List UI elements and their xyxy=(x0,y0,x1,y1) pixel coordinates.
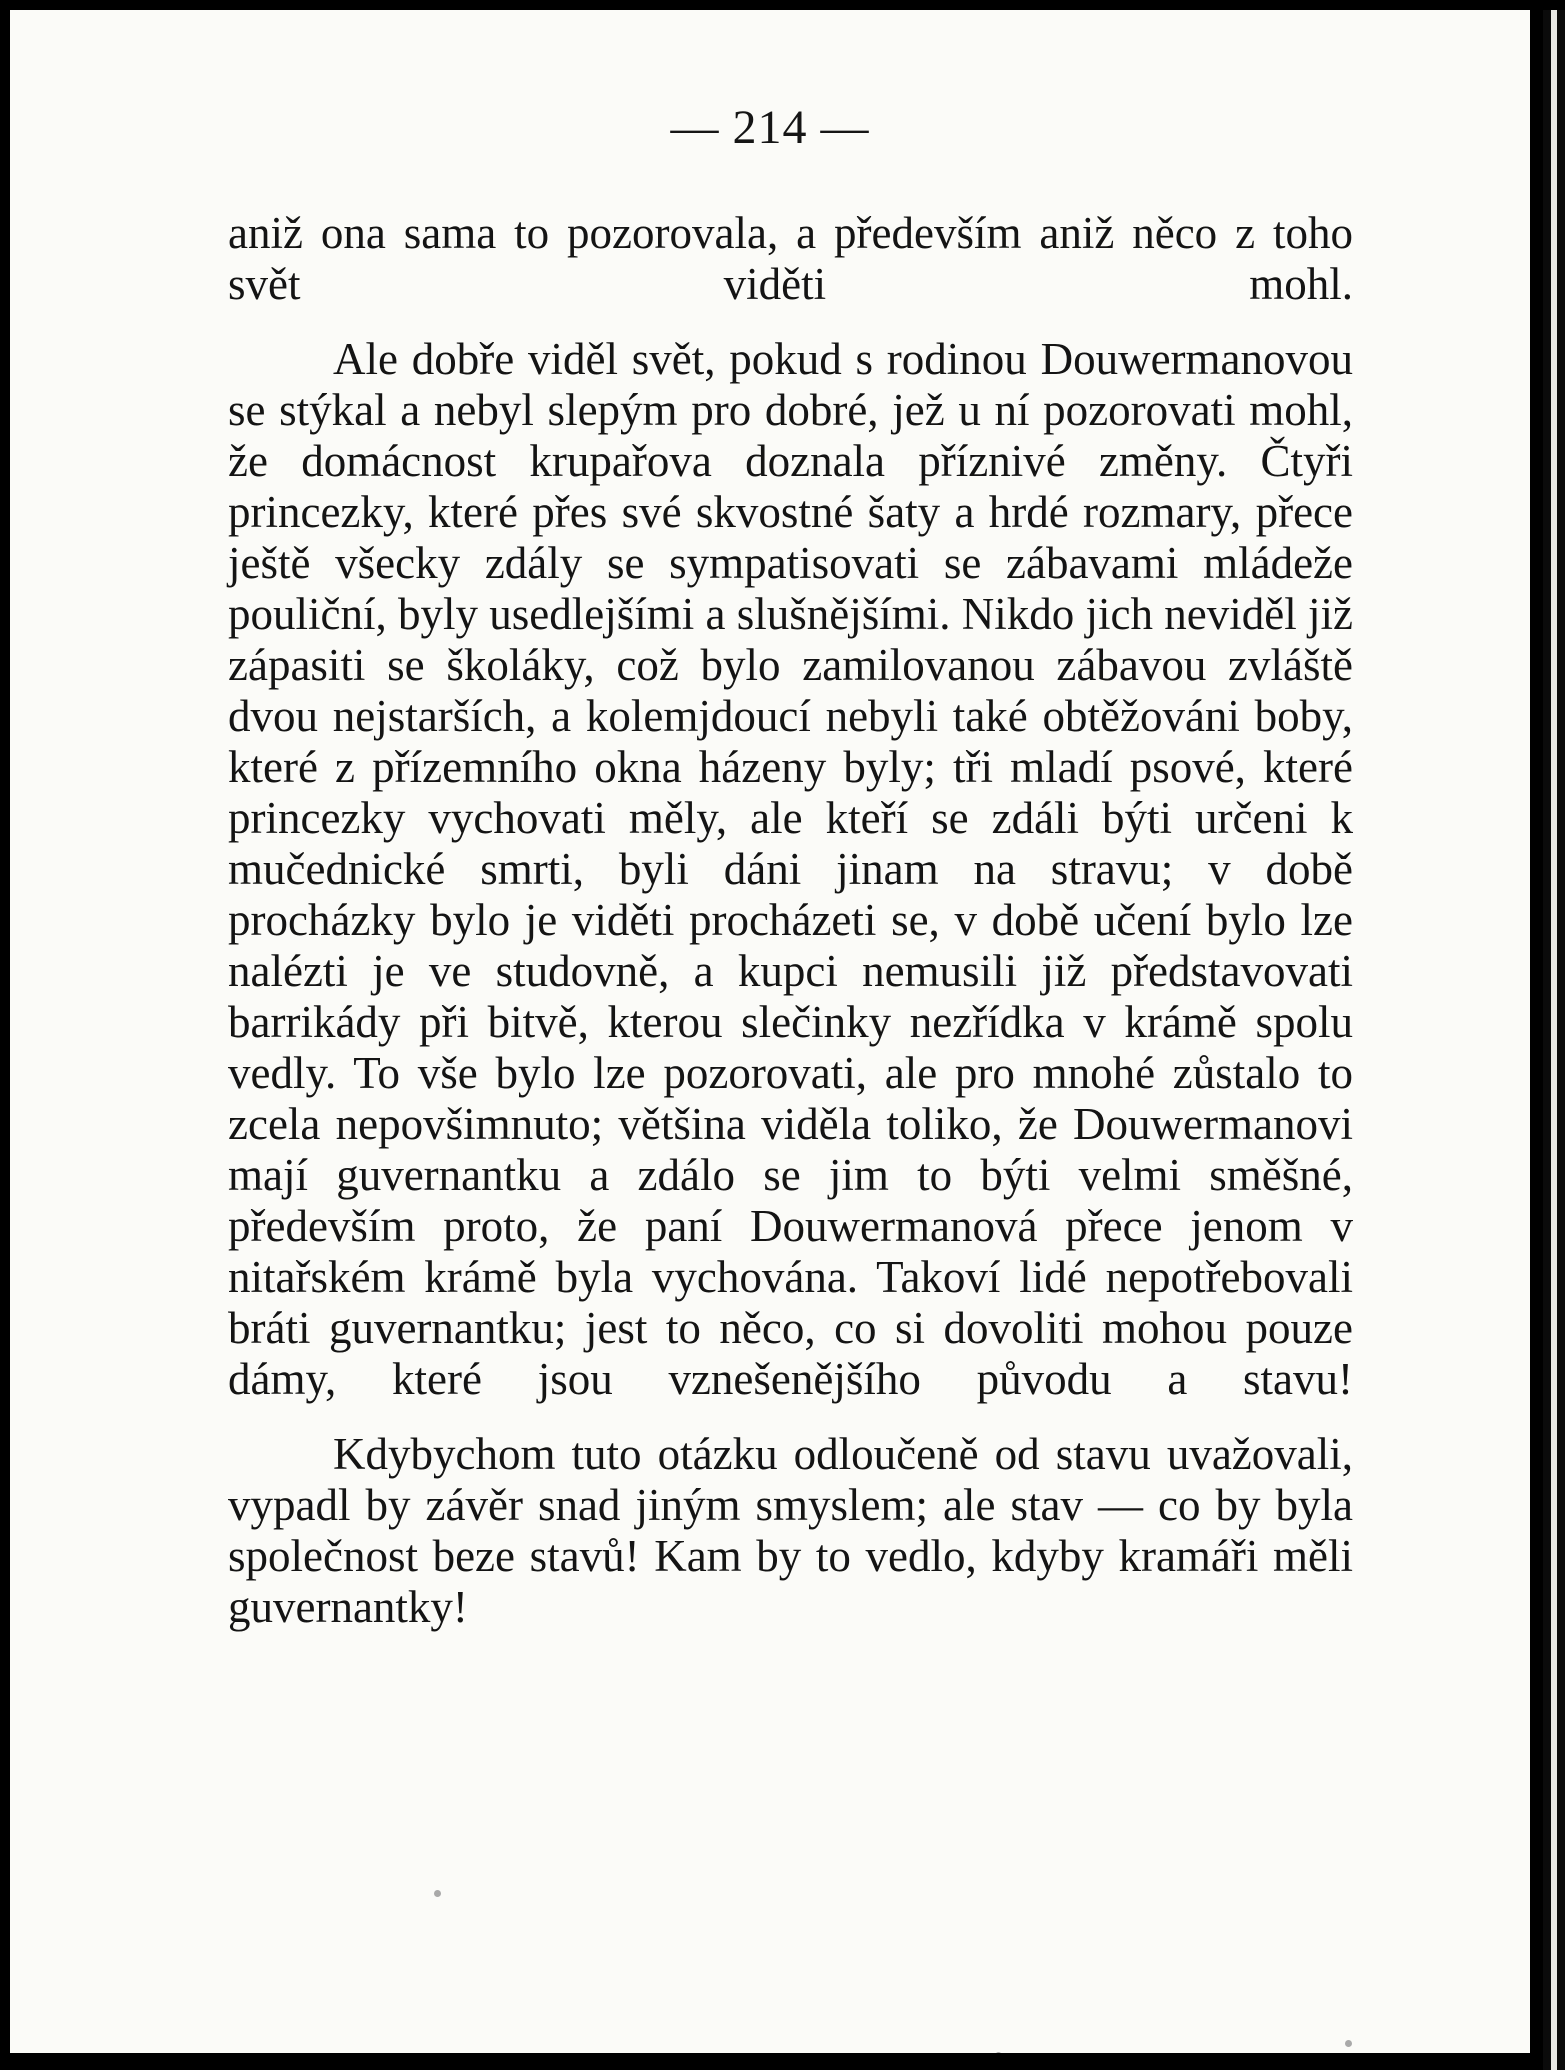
scan-speck xyxy=(1345,2040,1352,2047)
paragraph-continued: aniž ona sama to pozorovala, a především aniž něco z toho svět viděti mohl. xyxy=(228,208,1353,309)
book-page xyxy=(10,10,1530,2053)
scan-speck xyxy=(995,2052,1002,2053)
scan-speck xyxy=(434,1890,441,1897)
page-edge xyxy=(1543,10,1565,2070)
paragraph-douwerman-household: Ale dobře viděl svět, pokud s rodinou Douwermanovou se stýkal a nebyl slepým pro dobré, jež u ní pozorovati mohl, že domácnost krupařova doznala příznivé změny. Čtyři princezky, které přes své skvostné šaty a hrdé rozmary, přece ještě všecky zdály se sympatisovati se zábavami mládeže pouliční, byly usedlejšími a slušnějšími. Nikdo jich neviděl již zápasiti se školáky, což bylo zamilovanou zábavou zvláště dvou nejstarších, a kolemjdoucí nebyli také obtěžováni boby, které z přízemního okna házeny byly; tři mladí psové, které princezky vychovati měly, ale kteří se zdáli býti určeni k mučednické smrti, byli dáni jinam na stravu; v době procházky bylo je viděti procházeti se, v době učení bylo lze nalézti je ve studovně, a kupci nemusili již představovati barrikády při bitvě, kterou slečinky nezřídka v krámě spolu vedly. To vše bylo lze pozorovati, ale pro mnohé zůstalo to zcela nepovšimnuto; většina viděla toliko, že Douwermanovi mají guvernantku a zdálo se jim to býti velmi směšné, především proto, že paní Douwermanová přece jenom v nitařském krámě byla vychována. Takoví lidé nepotřebovali bráti guvernantku; jest to něco, co si dovoliti mohou pouze dámy, které jsou vznešenějšího původu a stavu! xyxy=(228,334,1353,1404)
page-number: — 214 — xyxy=(670,101,870,154)
page-text xyxy=(228,208,1353,1633)
page-edge-line xyxy=(1551,10,1557,2070)
paragraph-social-class: Kdybychom tuto otázku odloučeně od stavu uvažovali, vypadl by závěr snad jiným smyslem; ale stav — co by byla společnost beze stavů! Kam by to vedlo, kdyby kramáři měli guvernantky! xyxy=(228,1429,1353,1632)
